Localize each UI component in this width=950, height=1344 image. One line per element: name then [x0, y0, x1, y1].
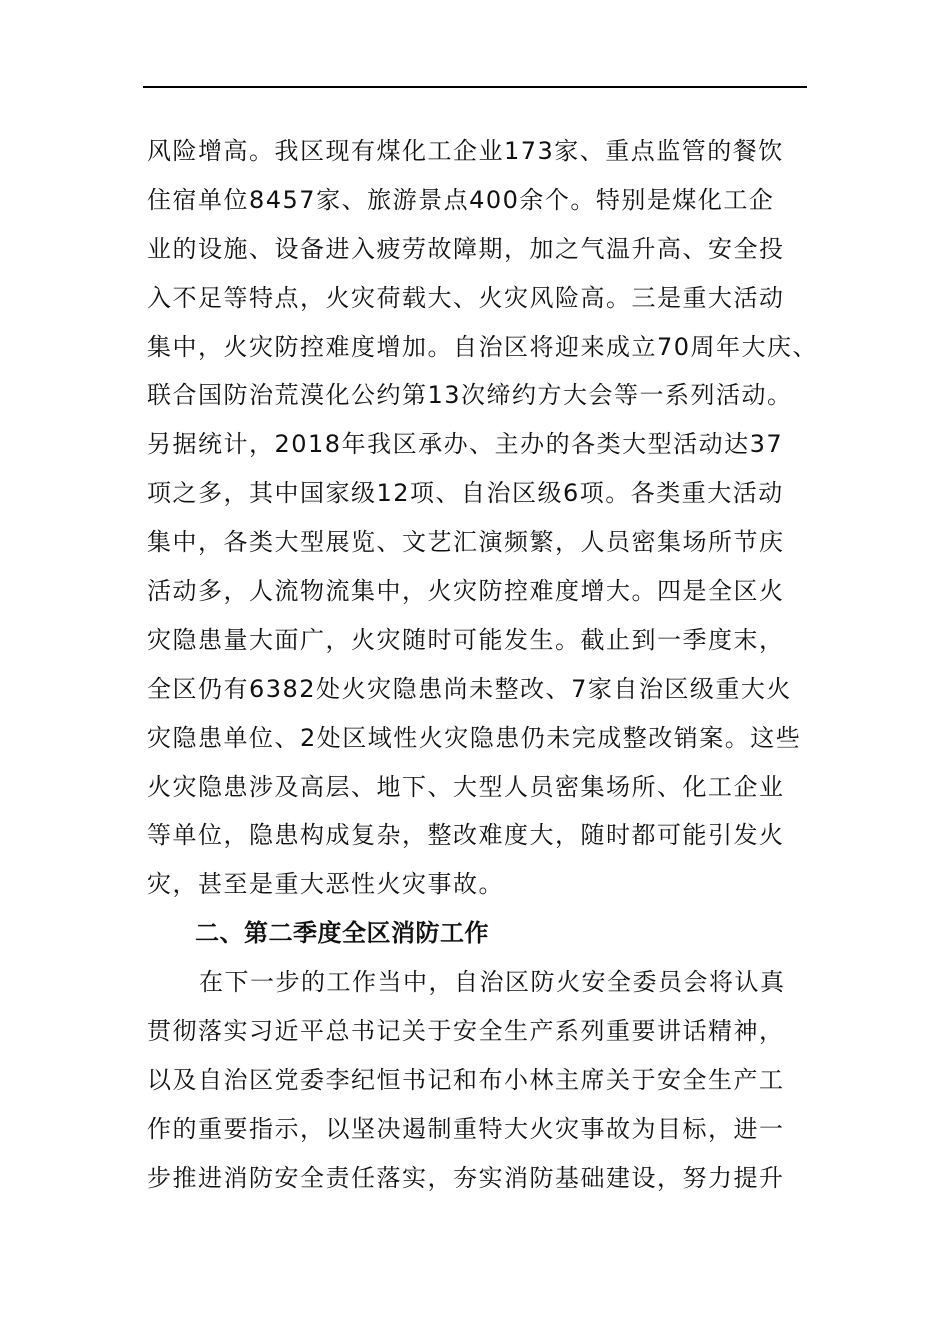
body-line: 入不足等特点，火灾荷载大、火灾风险高。三是重大活动 [147, 283, 785, 312]
body-line: 活动多，人流物流集中，火灾防控难度增大。四是全区火 [147, 577, 785, 606]
section-line: 在下一步的工作当中，自治区防火安全委员会将认真 [199, 968, 786, 997]
body-line: 全区仍有6382处火灾隐患尚未整改、7家自治区级重大火 [147, 674, 792, 703]
body-line: 项之多，其中国家级12项、自治区级6项。各类重大活动 [147, 479, 784, 508]
document-body [147, 127, 827, 1203]
body-line: 住宿单位8457家、旅游景点400余个。特别是煤化工企 [147, 185, 775, 214]
body-line: 风险增高。我区现有煤化工企业173家、重点监管的餐饮 [147, 137, 784, 165]
body-line: 灾隐患单位、2处区域性火灾隐患仍未完成整改销案。这些 [147, 723, 802, 752]
body-line: 灾，甚至是重大恶性火灾事故。 [147, 870, 504, 899]
body-line: 联合国防治荒漠化公约第13次缔约方大会等一系列活动。 [147, 381, 793, 410]
section-heading: 二、第二季度全区消防工作 [195, 919, 489, 948]
body-line: 灾隐患量大面广，火灾随时可能发生。截止到一季度末， [147, 625, 785, 654]
section-line: 作的重要指示，以坚决遏制重特大火灾事故为目标，进一 [147, 1114, 785, 1143]
body-line: 火灾隐患涉及高层、地下、大型人员密集场所、化工企业 [147, 772, 785, 801]
body-line: 等单位，隐患构成复杂，整改难度大，随时都可能引发火 [147, 821, 785, 850]
header-rule [143, 86, 807, 88]
body-line: 集中，火灾防控难度增加。自治区将迎来成立70周年大庆、 [147, 332, 819, 361]
section-line: 以及自治区党委李纪恒书记和布小林主席关于安全生产工 [147, 1065, 785, 1094]
section-line: 贯彻落实习近平总书记关于安全生产系列重要讲话精神， [147, 1017, 785, 1046]
body-line: 业的设施、设备进入疲劳故障期，加之气温升高、安全投 [147, 234, 785, 263]
body-line: 另据统计，2018年我区承办、主办的各类大型活动达37 [147, 430, 784, 459]
body-line: 集中，各类大型展览、文艺汇演频繁，人员密集场所节庆 [147, 528, 785, 557]
section-line: 步推进消防安全责任落实，夯实消防基础建设，努力提升 [147, 1163, 785, 1192]
